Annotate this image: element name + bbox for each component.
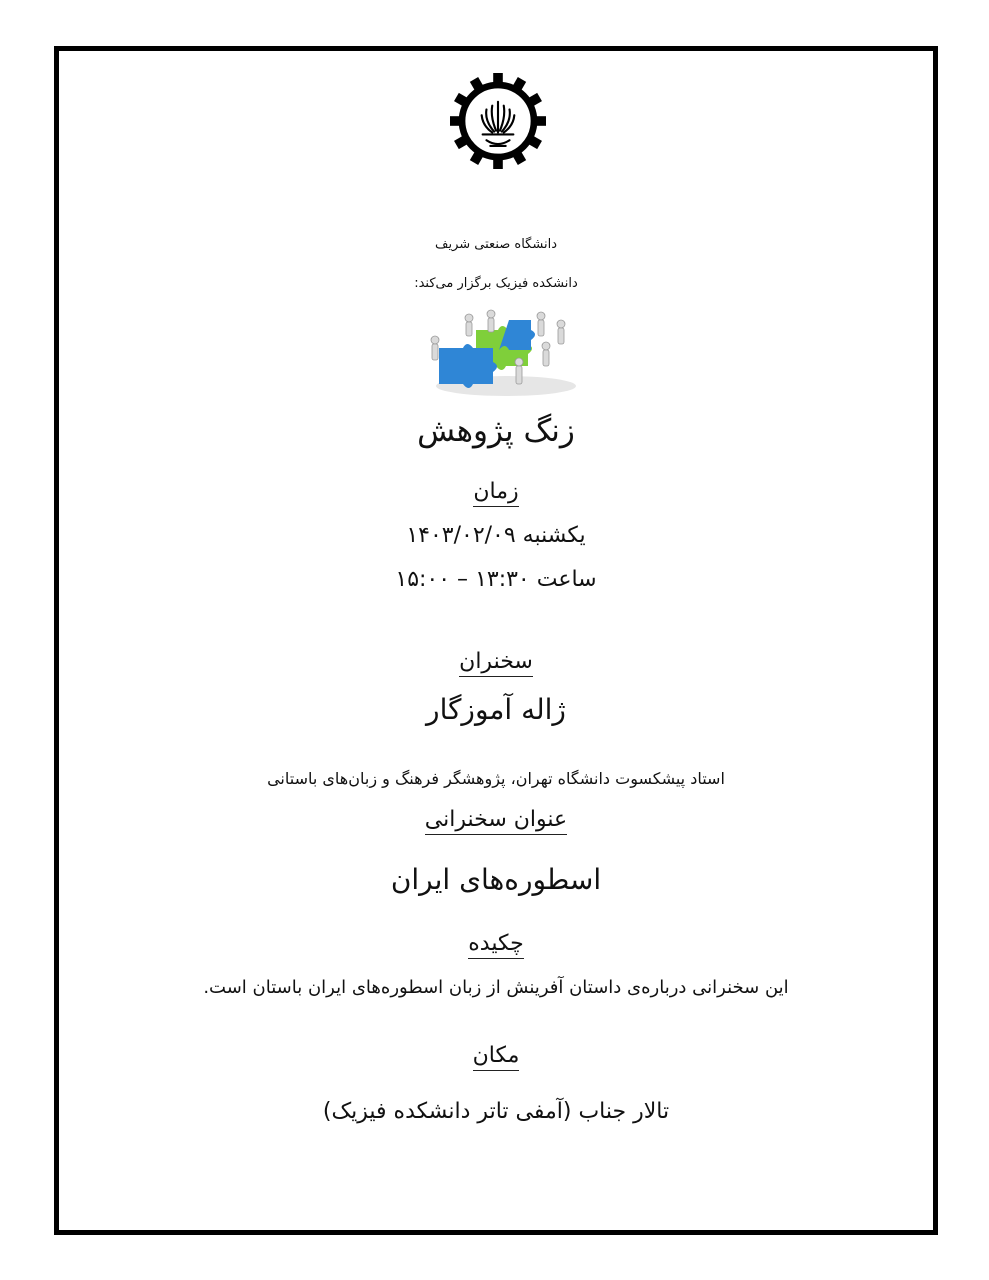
time-heading bbox=[59, 479, 933, 504]
event-hours: ساعت ۱۳:۳۰ – ۱۵:۰۰ bbox=[395, 567, 597, 592]
speaker-name: ژاله آموزگار bbox=[426, 693, 566, 726]
speaker-bio: استاد پیشکسوت دانشگاه تهران، پژوهشگر فرهنگ و زبان‌های باستانی bbox=[267, 769, 725, 788]
talk-title-heading-text: عنوان سخنرانی bbox=[425, 807, 567, 835]
talk-title: اسطوره‌های ایران bbox=[390, 863, 602, 896]
time-heading-text: زمان bbox=[473, 479, 518, 507]
location-place: تالار جناب (آمفی تاتر دانشکده فیزیک) bbox=[322, 1099, 670, 1124]
poster-frame bbox=[54, 46, 938, 1235]
abstract-text: این سخنرانی درباره‌ی داستان آفرینش از زبان اسطوره‌های ایران باستان است. bbox=[203, 977, 789, 998]
talk-title-heading bbox=[59, 807, 933, 832]
speaker-heading-text: سخنران bbox=[459, 649, 533, 677]
speaker-heading bbox=[59, 649, 933, 674]
event-date: یکشنبه ۱۴۰۳/۰۲/۰۹ bbox=[406, 523, 586, 548]
abstract-heading bbox=[59, 931, 933, 956]
location-heading bbox=[59, 1043, 933, 1068]
faculty-line: دانشکده فیزیک برگزار می‌کند: bbox=[414, 276, 578, 291]
abstract-heading-text: چکیده bbox=[468, 931, 523, 959]
puzzle-illustration bbox=[421, 306, 581, 401]
location-heading-text: مکان bbox=[473, 1043, 520, 1071]
university-name: دانشگاه صنعتی شریف bbox=[435, 237, 557, 252]
event-title: زنگ پژوهش bbox=[417, 413, 575, 449]
sharif-university-logo bbox=[450, 73, 546, 169]
